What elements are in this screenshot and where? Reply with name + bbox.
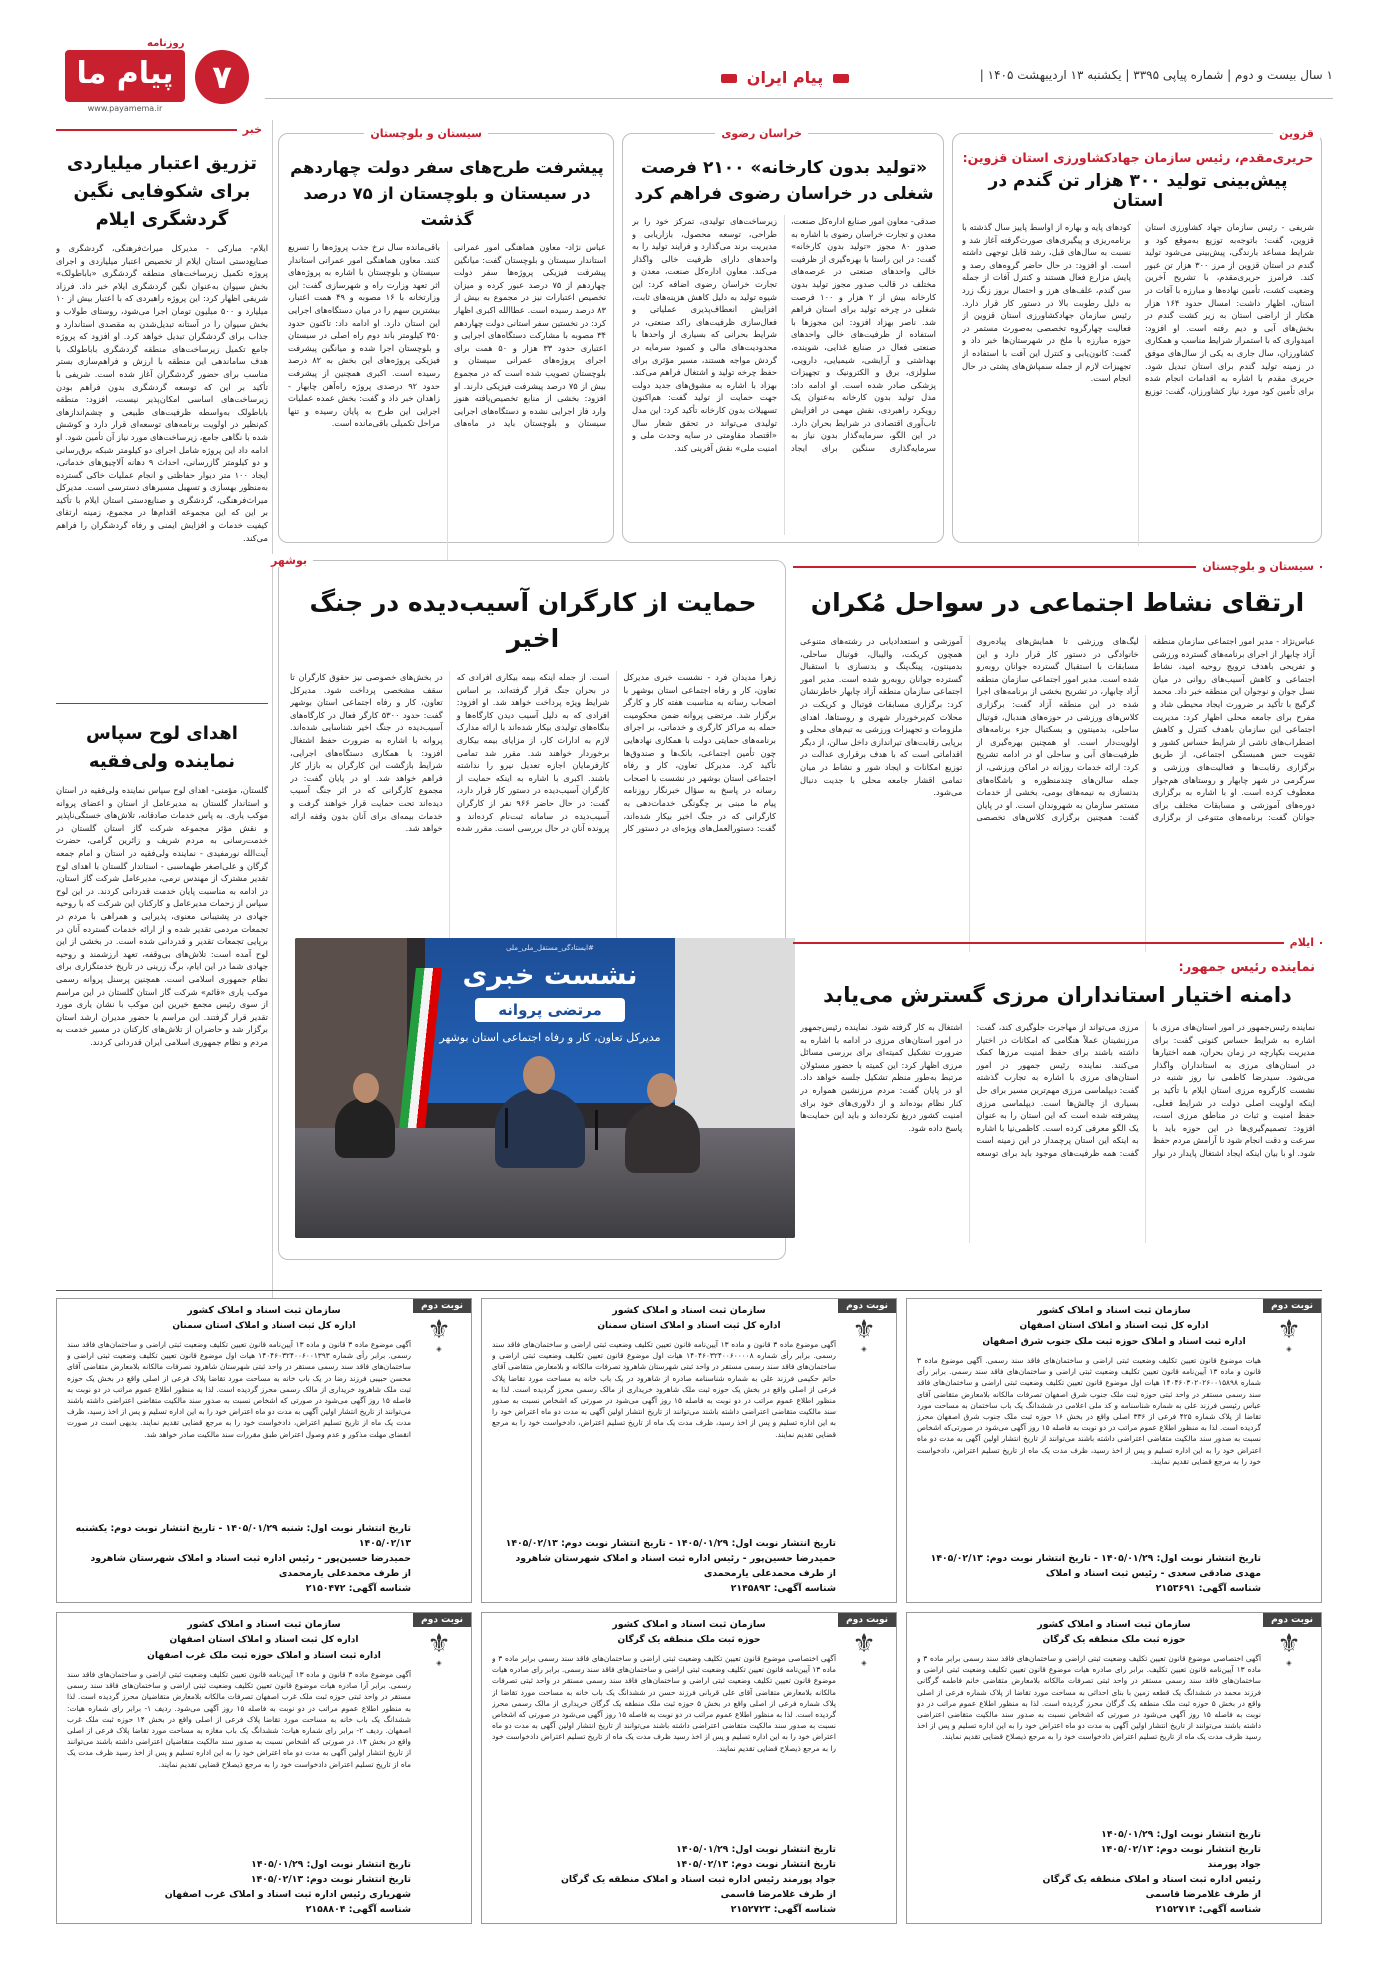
article-headline[interactable]: پیش‌بینی تولید ۳۰۰ هزار تن گندم در استان	[988, 171, 1288, 211]
notice-footer	[67, 1857, 411, 1917]
category-label: قزوین	[1273, 127, 1320, 140]
notice-footer-line: شهریاری رئیس اداره ثبت اسناد و املاک غرب اصفهان	[164, 1889, 411, 1900]
article-headline[interactable]: تزریق اعتبار میلیاردی برای شکوفایی نگین گردشگری ایلام	[66, 153, 258, 230]
banner-name: مرتضی پروانه	[475, 998, 625, 1022]
article-khorasan	[632, 155, 936, 535]
notice-organization: سازمان ثبت اسناد و املاک کشور	[612, 1619, 766, 1630]
microphone-icon	[595, 1110, 598, 1150]
legal-notice	[906, 1612, 1322, 1924]
notice-footer-line: تاریخ انتشار نوبت اول: ۱۴۰۵/۰۱/۲۹	[676, 1844, 836, 1855]
banner-title: نشست خبری	[462, 960, 638, 991]
press-conference-photo	[295, 938, 795, 1238]
notice-round-badge: نوبت دوم	[413, 1299, 471, 1313]
logo-subtitle: روزنامه	[147, 38, 185, 49]
article-body: شریفی - رئیس سازمان جهاد کشاورزی استان قزوین، گفت: باتوجه‌به توزیع به‌موقع کود و شرایط مساعد بارندگی، پیش‌بینی می‌شود تولید گندم در استان قزوین از مرز ۳۰۰ هزار تن عبور کند. فرامرز حریری‌مقدم، با تشریح آخرین وضعیت کشت، تأمین نهاده‌ها و مبارزه با آفات در استان، اظهار داشت: امسال حدود ۱۶۴ هزار هکتار از اراضی استان به زیر کشت گندم در بخش‌های آبی و دیم رفته است. او افزود: امیدواری که با استمرار شرایط مناسب و همکاری کشاورزان، سال جاری به یکی از سال‌های موفق در زمینه تولید گندم برای استان تبدیل شود. حریری مقدم با اشاره به اقدامات انجام شده برای تأمین کود مورد نیاز کشاورزان، گفت: توزیع کودهای پایه و بهاره از اواسط پاییز سال گذشته با برنامه‌ریزی و پیگیری‌های صورت‌گرفته آغاز شد و نسبت به سال‌های قبل، رشد قابل توجهی داشته است. او افزود: در حال حاضر گروه‌های رصد و پایش مزارع فعال هستند و کنترل آفات از جمله سن گندم، علف‌های هرز و احتمال بروز زنگ زرد به دلیل رطوبت بالا در دستور کار قرار دارد. رئیس سازمان جهادکشاورزی استان قزوین از فعالیت چهارگروه تخصصی به‌صورت مستمر در حوزه مبارزه با ملخ در شهرستان‌ها خبر داد و گفت: کانون‌یابی و کنترل این آفت با استفاده از تجهیزات لازم از جمله سمپاش‌های پشتی در حال انجام است.	[962, 222, 1314, 396]
site-url[interactable]: www.payamema.ir	[87, 104, 163, 113]
article-ilam-tourism	[56, 150, 268, 700]
article-body: عباس‌نژاد - مدیر امور اجتماعی سازمان منطقه آزاد چابهار از اجرای برنامه‌های گسترده ورزشی و تفریحی باهدف ترویج روحیه امید، نشاط اجتماعی و کاهش آسیب‌های روانی در میان نسل جوان و نوجوان این منطقه خبر داد. محمد گرگیج با تأکید بر ضرورت ایجاد محیطی شاد و مفرح برای جامعه محلی اظهار کرد: مدیریت اجتماعی این سازمان باهدف کنترل و کاهش اضطراب‌های ناشی از شرایط حساس کشور و تقویت حس همبستگی اجتماعی، از طریق برگزاری رقابت‌ها و فعالیت‌های ورزشی و سرگرمی در شهر چابهار و روستاهای هم‌جوار معطوف کرده است. او با اشاره به برگزاری دوره‌های آموزشی و مسابقات مختلف برای جوانان گفت: برنامه‌های متنوعی از برگزاری لیگ‌های ورزشی تا همایش‌های پیاده‌روی خانوادگی در دستور کار قرار دارد و این مسابقات با استقبال گسترده جوانان روبه‌رو شده است. مدیر امور اجتماعی سازمان منطقه آزاد چابهار، در تشریح بخشی از برنامه‌های اجرا شده در این منطقه آزاد گفت: برگزاری کلاس‌های ورزشی در حوزه‌های هندبال، فوتبال ساحلی، بدمینتون و بسکتبال جزء برنامه‌های اولویت‌دار است. او همچنین بهره‌گیری از ظرفیت‌های آبی و ساحلی او در ادامه تشریح کرد: ارائه خدمات روزانه در اماکن ورزشی، از جمله سالن‌های چندمنظوره و باشگاه‌های بدنسازی به نیمه‌های بومی، بخشی از خدمات مستمر سازمان به شهروندان است. او در پایان گفت: همچنین برگزاری کلاس‌های تخصصی آموزشی و استعدادیابی در رشته‌های متنوعی همچون کریکت، والیبال، فوتبال ساحلی، بدمینتون، پینگ‌پنگ و بدنسازی با استقبال گسترده جوانان روبه‌رو شده است. مدیر امور اجتماعی سازمان منطقه آزاد چابهار خاطرنشان کرد: برگزاری مسابقات فوتبال و کریکت در محلات کم‌برخوردار شهری و روستاها، اهدای ملزومات و تجهیزات ورزشی به تیم‌های محلی و برپایی رقابت‌های تیراندازی داخل سالن، از دیگر اقداماتی است که با هدف برقراری عدالت در توزیع امکانات و ایجاد شور و نشاط در میان تمامی اقشار جامعه محلی با جدیت دنبال می‌شود.	[800, 636, 1315, 823]
legal-notice	[906, 1298, 1322, 1603]
notice-body: آگهی موضوع ماده ۳ قانون و ماده ۱۳ آیین‌نامه قانون تعیین تکلیف وضعیت ثبتی اراضی و ساختمان‌های فاقد سند رسمی. برابر رأی شماره ۱۴۰۴۶۰۳۲۴۰۰۶۰۰۱۳۹۳ هیات اول موضوع قانون تعیین تکلیف وضعیت ثبتی اراضی و ساختمان‌های فاقد سند رسمی مستقر در واحد ثبتی شهرستان شاهرود تصرفات مالکانه بلامعارض متقاضی آقای محسن حبیبی فرزند رضا در یک باب خانه به مساحت مورد تقاضا پلاک فرعی از اصلی واقع در بخش یک حوزه ثبت ملک شاهرود خریداری از مالک رسمی محرز گردیده است. لذا به منظور اطلاع عموم مراتب در دو نوبت به فاصله ۱۵ روز آگهی می‌شود در صورتی که اشخاص نسبت به صدور سند مالکیت متقاضی اعتراضی داشته باشند می‌توانند از تاریخ انتشار اولین آگهی به مدت دو ماه اعتراض خود را به این اداره تسلیم و پس از اخذ رسید، ظرف مدت یک ماه از تاریخ تسلیم اعتراض، دادخواست خود را به مرجع قضایی تقدیم نمایند. بدیهی است در صورت انقضای مهلت مذکور و عدم وصول اعتراض طبق مقررات سند مالکیت صادر خواهد شد.	[67, 1340, 411, 1439]
page-number: ۷	[195, 50, 249, 104]
notice-footer	[917, 1827, 1261, 1917]
notice-footer-line: تاریخ انتشار نوبت دوم: ۱۴۰۵/۰۲/۱۳	[250, 1874, 411, 1885]
person-head	[523, 1056, 555, 1094]
notice-organization: سازمان ثبت اسناد و املاک کشور	[1037, 1619, 1191, 1630]
category-label: بوشهر	[265, 554, 313, 567]
person-icon	[495, 1088, 585, 1168]
category-label: سیستان و بلوچستان	[364, 127, 488, 140]
category-label: ایلام	[1284, 936, 1320, 949]
notice-footer-line: تاریخ انتشار نوبت اول: ۱۴۰۵/۰۱/۲۹	[251, 1859, 411, 1870]
notice-footer-line: جواد پورمند رئیس اداره ثبت اسناد و املاک منطقه یک گرگان	[561, 1874, 836, 1885]
legal-notice	[481, 1298, 897, 1603]
notice-footer-line: تاریخ انتشار نوبت اول: ۱۴۰۵/۰۱/۲۹	[1101, 1829, 1261, 1840]
section-title: پیام ایران	[595, 68, 975, 90]
notice-footer-line: تاریخ انتشار نوبت اول: شنبه ۱۴۰۵/۰۱/۲۹ - تاریخ انتشار نوبت دوم: یکشنبه ۱۴۰۵/۰۲/۱۳	[75, 1523, 411, 1549]
notice-footer-line: از طرف محمدعلی یارمحمدی	[278, 1568, 411, 1579]
article-body: گلستان، مؤمنی- اهدای لوح سپاس نماینده ولی‌فقیه در استان و استاندار گلستان به مدیرعامل از استان و اعضای پروانه موکب یاری. به پاس خدمات صادقانه، تلاش‌های خستگی‌ناپذیر و نقش مؤثر مجموعه شرکت گاز استان گلستان در خدمت‌رسانی به مردم شریف و زائرین گرامی، حضرت آیت‌الله نورمفیدی - نماینده ولی‌فقیه در استان و امام جمعه گرگان و علی‌اصغر طهماسبی - استاندار گلستان با اهدای لوح تقدیر مشترک از مهندس نرمی، مدیرعامل شرکت گاز استان، در ادامه به مناسبت پایان خدمت قدردانی کردند. در این لوح سپاس از زحمات مدیرعامل و کارکنان این شرکت که با روحیه جهادی در پشتیبانی معنوی، پذیرایی و همراهی با مردم در تجمعات مردمی تقدیر شده و از ارائه خدمات گسترده آنان در برپایی تجمعات تقدیر و قدردانی شده است. در بخشی از این لوح آمده است: تلاش‌های بی‌وقفه، تعهد ارزشمند و روحیه جهادی شما در این ایام، برگ زرینی در تاریخ خدمتگزاری برای نظام جمهوری اسلامی است. همچنین پرسنل پروانه رسمی موکب یاری «قائم» شرکت گاز استان گلستان در این مراسم از سوی رئیس مجمع خیرین این موکب با نشان یاری مورد تقدیر قرار گرفتند. این مراسم با حضور مدیران ارشد استان برگزار شد و حاضران از تلاش‌های کارکنان در مسیر خدمت به مردم و نظام جمهوری اسلامی ایران قدردانی کردند.	[56, 785, 268, 1047]
notice-body: آگهی اختصاصی موضوع قانون تعیین تکلیف وضعیت ثبتی اراضی و ساختمان‌های فاقد سند رسمی برابر ماده ۳ و ماده ۱۳ آیین‌نامه قانون تعیین تکلیف وضعیت ثبتی اراضی و ساختمان‌های فاقد سند رسمی. برابر رای صادره هیات موضوع قانون تعیین تکلیف وضعیت ثبتی اراضی و ساختمان‌های فاقد سند رسمی مستقر در واحد ثبتی تصرفات مالکانه بلامعارض متقاضی آقای علی قربانی فرزند حسن در ششدانگ یک باب خانه به مساحت مورد تقاضا از پلاک شماره فرعی از اصلی واقع در بخش ۵ حوزه ثبت ملک منطقه یک گرگان خریداری از مالک رسمی محرز گردیده است. لذا به منظور اطلاع عموم مراتب در دو نوبت به فاصله ۱۵ روز آگهی می‌شود در صورتی که اشخاص نسبت به صدور سند مالکیت متقاضی اعتراضی داشته باشند می‌توانند از تاریخ انتشار اولین آگهی به مدت دو ماه اعتراض خود را به این اداره تسلیم و پس از اخذ رسید ظرف مدت یک ماه از تاریخ تسلیم اعتراض دادخواست خود را به مرجع ذیصلاح قضایی تقدیم نمایند.	[492, 1654, 836, 1753]
notice-body: آگهی اختصاصی موضوع قانون تعیین تکلیف وضعیت ثبتی اراضی و ساختمان‌های فاقد سند رسمی برابر ماده ۳ و ماده ۱۳ آیین‌نامه قانون تعیین تکلیف. برابر رای صادره هیات موضوع قانون تعیین تکلیف وضعیت ثبتی اراضی و ساختمان‌های فاقد سند رسمی مستقر در واحد ثبتی تصرفات مالکانه بلامعارض متقاضی خانم فاطمه گرگانی فرزند محمد در ششدانگ یک قطعه زمین با بنای احداثی به مساحت مورد تقاضا از پلاک شماره فرعی از اصلی واقع در بخش ۵ حوزه ثبت ملک منطقه یک گرگان محرز گردیده است. لذا به منظور اطلاع عموم مراتب در دو نوبت به فاصله ۱۵ روز آگهی می‌شود در صورتی که اشخاص نسبت به صدور سند مالکیت متقاضی اعتراضی داشته باشند می‌توانند از تاریخ انتشار اولین آگهی به مدت دو ماه اعتراض خود را به این اداره تسلیم و پس از اخذ رسید ظرف مدت یک ماه از تاریخ تسلیم اعتراض دادخواست خود را به مرجع ذیصلاح قضایی تقدیم نمایند.	[917, 1654, 1261, 1742]
article-body: صدقی- معاون امور صنایع اداره‌کل صنعت، معدن و تجارت خراسان رضوی با اشاره به صدور ۸۰ مجوز «تولید بدون کارخانه» گفت: در این راستا با بهره‌گیری از ظرفیت خالی واحدهای صنعتی در عرصه‌های مختلف در قالب صدور مجوز تولید بدون کارخانه بیش از ۲ هزار و ۱۰۰ فرصت شغلی در چرخه تولید برای استان فراهم شد. ناصر بهزاد افزود: این مجوزها با استفاده از ظرفیت‌های خالی واحدهای صنعتی فعال در صنایع غذایی، شوینده، بهداشتی و آرایشی، شیمیایی، دارویی، سلولزی، برق و الکترونیک و تجهیزات پزشکی صادر شده است. او ادامه داد: مدل تولید بدون کارخانه به‌عنوان یک رویکرد راهبردی، نقش مهمی در افزایش تاب‌آوری اقتصادی در شرایط بحران دارد. در این الگو، سرمایه‌گذار بدون نیاز به سرمایه‌گذاری سنگین برای ایجاد زیرساخت‌های تولیدی، تمرکز خود را بر طراحی، توسعه محصول، بازاریابی و مدیریت برند می‌گذارد و فرایند تولید را به واحدهای دارای ظرفیت خالی واگذار می‌کند. معاون اداره‌کل صنعت، معدن و تجارت خراسان رضوی اضافه کرد: این شیوه تولید به دلیل کاهش هزینه‌های ثابت، افزایش انعطاف‌پذیری عملیاتی و فعال‌سازی ظرفیت‌های راکد صنعتی، در شرایط بحرانی که بسیاری از واحدها با محدودیت‌های مالی و کمبود سرمایه در گردش مواجه هستند، مسیر مؤثری برای حفظ چرخه تولید و اشتغال فراهم می‌کند. بهزاد با اشاره به مشوق‌های جدید دولت جهت حمایت از تولید گفت: هم‌اکنون تسهیلات بدون کارخانه تأکید کرد: این مدل تولیدی می‌تواند در تحقق شعار سال «اقتصاد مقاومتی در سایه وحدت ملی و امنیت ملی» نقش آفرینی کند.	[632, 216, 936, 453]
notice-department: اداره کل ثبت اسناد و املاک استان اصفهان	[1019, 1321, 1209, 1331]
notice-footer-line: از طرف محمدعلی یارمحمدی	[703, 1568, 836, 1579]
notice-footer	[67, 1521, 411, 1596]
banner-hashtag: #ایستادگی_مستقل_ملی_ملی	[506, 944, 594, 952]
notice-round-badge: نوبت دوم	[838, 1299, 896, 1313]
legal-notice	[481, 1612, 897, 1924]
article-ilam-border	[800, 960, 1315, 1243]
person-icon	[625, 1103, 700, 1173]
notice-footer-line: حمیدرضا حسین‌پور - رئیس اداره ثبت اسناد و املاک شهرستان شاهرود	[90, 1553, 411, 1564]
notice-organization: سازمان ثبت اسناد و املاک کشور	[612, 1305, 766, 1316]
article-headline[interactable]: ارتقای نشاط اجتماعی در سواحل مُکران	[810, 588, 1305, 617]
article-kicker: حریری‌مقدم، رئیس سازمان جهادکشاورزی استان قزوین:	[962, 150, 1314, 165]
notice-department: اداره کل ثبت اسناد و املاک استان اصفهان	[169, 1635, 359, 1645]
article-body: زهرا مدیدان فرد - نشست خبری مدیرکل تعاون، کار و رفاه اجتماعی استان بوشهر با اصحاب رسانه به مناسبت هفته کار و کارگر برگزار شد. مرتضی پروانه ضمن محکومیت حمله به مراکز کارگری و خدماتی، بر اجرای برنامه‌های حمایتی دولت با همکاری نهادهایی چون تأمین اجتماعی، بانک‌ها و صندوق‌ها تأکید کرد. مدیرکل تعاون، کار و رفاه اجتماعی استان بوشهر در نشست با اصحاب رسانه در پاسخ به سؤال خبرنگار روزنامه پیام ما مبنی بر چگونگی خدمات‌دهی به کارگرانی که در جنگ اخیر بیکار شده‌اند، گفت: دستورالعمل‌های ویژه‌ای در دستور کار است. از جمله اینکه بیمه بیکاری افرادی که در بحران جنگ قرار گرفته‌اند، بر اساس شرایط ویژه پرداخت خواهد شد. او افزود: افرادی که به دلیل آسیب دیدن کارگاه‌ها و بنگاه‌های تولیدی بیکار شده‌اند با ارائه مدارک لازم به ادارات کار، از مزایای بیمه بیکاری برخوردار خواهند شد. مقرر شد تمامی کارفرمایان اجازه تعدیل نیرو را نداشته باشند. اکبری با اشاره به اینکه حمایت از کارگران آسیب‌دیده در دستور کار قرار دارد، گفت: در حال حاضر ۹۶۶ نفر از کارگران آسیب‌دیده در سامانه ثبت‌نام کرده‌اند و پرونده آنان در حال بررسی است. مقرر شده در بخش‌های خصوصی نیز حقوق کارگران تا سقف مشخصی پرداخت شود. مدیرکل تعاون، کار و رفاه اجتماعی استان بوشهر گفت: حدود ۵۳۰۰ کارگر فعال در کارگاه‌های آسیب‌دیده در جنگ اخیر شناسایی شده‌اند. پروانه با اشاره به ضرورت حفظ اشتغال افزود: با همکاری دستگاه‌های اجرایی، شرایط بازگشت این کارگران به بازار کار فراهم خواهد شد. او در پایان گفت: در مجموع کارگرانی که در اثر جنگ آسیب دیده‌اند تحت حمایت قرار خواهند گرفت و خدمات بیمه‌ای برای آنان بدون وقفه ارائه خواهد شد.	[290, 672, 776, 834]
notice-organization: سازمان ثبت اسناد و املاک کشور	[187, 1305, 341, 1316]
article-headline[interactable]: دامنه اختیار استانداران مرزی گسترش می‌یابد	[823, 983, 1292, 1007]
category-label: خبر	[237, 123, 268, 136]
notice-department: حوزه ثبت ملک منطقه یک گرگان	[617, 1635, 761, 1645]
emblem-icon: ⚜ ◈	[427, 1315, 451, 1353]
article-kicker: نماینده رئیس جمهور:	[1178, 960, 1315, 975]
article-headline[interactable]: اهدای لوح سپاس نماینده ولی‌فقیه	[86, 723, 238, 772]
notice-footer-line: حمیدرضا حسین‌پور - رئیس اداره ثبت اسناد و املاک شهرستان شاهرود	[515, 1553, 836, 1564]
ads-divider	[56, 1290, 1322, 1291]
emblem-icon: ⚜ ◈	[852, 1315, 876, 1353]
article-lowh-sepas	[56, 720, 268, 1294]
notice-department: اداره کل ثبت اسناد و املاک استان سمنان	[597, 1321, 781, 1331]
notice-footer-line: مهدی صادقی سعدی - رئیس ثبت اسناد و املاک	[1045, 1568, 1261, 1579]
article-body: عباس نژاد- معاون هماهنگی امور عمرانی استاندار سیستان و بلوچستان گفت: میانگین پیشرفت فیزیکی پروژه‌ها سفر دولت چهاردهم از ۷۵ درصد عبور کرده و میزان تخصیص اعتبارات نیز در مجموع به بیش از ۸۳ درصد رسیده است. عطاالله اکبری اظهار کرد: در نخستین سفر استانی دولت چهاردهم ۳۴ مصوبه با مشارکت دستگاه‌های اجرایی و اعتباری حدود ۳۳ هزار و ۵۰ همت برای اجرای پروژه‌های عمرانی سیستان و بلوچستان تصویب شده است که در مجموع بیش از ۷۵ درصد پیشرفت فیزیکی دارند. او افزود: بخشی از منابع تخصیص‌یافته هنوز وارد فاز اجرایی نشده و دستگاه‌های اجرایی سیستان و بلوچستان باید در ماه‌های باقی‌مانده سال نرخ جذب پروژه‌ها را تسریع کنند. معاون هماهنگی امور عمرانی استاندار سیستان و بلوچستان با اشاره به پروژه‌های اثر تعهد وزارت راه و شهرسازی گفت: این وزارتخانه با ۱۶ مصوبه و ۴۹ همت اعتبار، بیشترین سهم را در میان دستگاه‌های اجرایی این استان دارد. او ادامه داد: تاکنون حدود ۳۵۰ کیلومتر باند دوم راه اصلی در سیستان و بلوچستان اجرا شده و میانگین پیشرفت فیزیکی پروژه‌های این بخش به ۸۲ درصد رسیده است. اکبری همچنین از پیشرفت حدود ۹۲ درصدی پروژه راه‌آهن چابهار - زاهدان خبر داد و گفت: بخش عمده عملیات اجرایی این طرح به پایان رسیده و تنها مراحل تکمیلی باقی‌مانده است.	[288, 242, 606, 429]
notice-footer-line: تاریخ انتشار نوبت دوم: ۱۴۰۵/۰۲/۱۳	[675, 1859, 836, 1870]
notice-body: آگهی موضوع ماده ۳ قانون و ماده ۱۳ آیین‌نامه قانون تعیین تکلیف وضعیت ثبتی اراضی و ساختمان‌های فاقد سند رسمی. برابر رأی شماره ۱۴۰۴۶۰۳۲۴۰۰۶۰۰۰۰۸ هیات اول موضوع قانون تعیین تکلیف وضعیت ثبتی اراضی و ساختمان‌های فاقد سند رسمی مستقر در واحد ثبتی شهرستان شاهرود تصرفات مالکانه و بلامعارض متقاضی آقای حاتم حکیمی فرزند علی به شماره شناسنامه صادره از شاهرود در یک باب خانه به مساحت مورد تقاضا پلاک فرعی از اصلی واقع در بخش یک حوزه ثبت ملک شاهرود خریداری از مالک رسمی محرز گردیده است. لذا به منظور اطلاع عموم مراتب در دو نوبت به فاصله ۱۵ روز آگهی می‌شود در صورتی که اشخاص نسبت به صدور سند مالکیت متقاضی اعتراضی داشته باشند می‌توانند از تاریخ انتشار اولین آگهی به مدت دو ماه اعتراض خود را به این اداره تسلیم و پس از اخذ رسید، ظرف مدت یک ماه از تاریخ تسلیم اعتراض، دادخواست خود را به مرجع قضایی تقدیم نمایند.	[492, 1340, 836, 1439]
article-qazvin	[962, 150, 1314, 546]
section-rule	[793, 942, 1322, 944]
notice-footer	[492, 1842, 836, 1917]
notice-footer-line: تاریخ انتشار نوبت دوم: ۱۴۰۵/۰۲/۱۳	[1100, 1844, 1261, 1855]
legal-notice	[56, 1298, 472, 1603]
notice-footer-line: از طرف غلامرضا قاسمی	[720, 1889, 836, 1900]
notice-body: آگهی موضوع ماده ۳ قانون و ماده ۱۳ آیین‌نامه قانون تعیین تکلیف وضعیت ثبتی اراضی و ساختمان‌های فاقد سند رسمی. برابر آرا صادره هیات موضوع قانون تعیین تکلیف وضعیت ثبتی اراضی و ساختمان‌های فاقد سند رسمی مستقر در واحد ثبتی حوزه ثبت ملک غرب اصفهان تصرفات مالکانه بلامعارض متقاضیان محرز گردیده است. لذا به منظور اطلاع عموم مراتب در دو نوبت به فاصله ۱۵ روز آگهی می‌شود. ردیف ۱- برابر رای شماره هیات: ششدانگ یک باب خانه به مساحت مورد تقاضا پلاک فرعی از اصلی واقع در بخش ۱۴ حوزه ثبت ملک غرب اصفهان. ردیف ۲- برابر رای شماره هیات: ششدانگ یک باب مغازه به مساحت مورد تقاضا پلاک فرعی از اصلی واقع در بخش ۱۴. در صورتی که اشخاص نسبت به صدور سند مالکیت متقاضیان اعتراضی داشته باشند می‌توانند از تاریخ انتشار اولین آگهی به مدت دو ماه اعتراض خود را به این اداره تسلیم و پس از اخذ رسید ظرف مدت یک ماه از تاریخ تسلیم اعتراض دادخواست خود را به مرجع ذیصلاح قضایی تقدیم نمایند.	[67, 1670, 411, 1769]
article-sistan-2	[800, 585, 1315, 952]
emblem-icon: ⚜ ◈	[852, 1629, 876, 1667]
notice-footer-line: شناسه آگهی: ۲۱۵۳۶۹۱	[1155, 1583, 1261, 1594]
emblem-icon: ⚜ ◈	[427, 1629, 451, 1667]
notice-footer-line: از طرف غلامرضا قاسمی	[1145, 1889, 1261, 1900]
photo-background	[675, 938, 795, 1138]
notice-round-badge: نوبت دوم	[413, 1613, 471, 1627]
spacer	[793, 920, 1322, 921]
notice-organization: سازمان ثبت اسناد و املاک کشور	[1037, 1305, 1191, 1316]
category-label: سیستان و بلوچستان	[1196, 560, 1320, 573]
article-sistan-1	[288, 155, 606, 561]
notice-footer	[917, 1551, 1261, 1596]
notice-footer-line: شناسه آگهی: ۲۱۴۵۸۹۳	[730, 1583, 836, 1594]
masthead	[65, 38, 1333, 115]
notice-footer-line: تاریخ انتشار نوبت اول: ۱۴۰۵/۰۱/۲۹ - تاریخ انتشار نوبت دوم: ۱۴۰۵/۰۲/۱۳	[505, 1538, 836, 1549]
article-body: ایلام- مبارکی - مدیرکل میراث‌فرهنگی، گردشگری و صنایع‌دستی استان ایلام از تخصیص اعتبار میلیاردی و اجرای پروژه تکمیل زیرساخت‌های منطقه گردشگری «باباطولک» بخش سیوان به‌عنوان نگین گردشگری ایلام خبر داد. فرزاد شریفی اظهار کرد: این پروژه راهبردی که با اعتبار بیش از ۱۰ میلیارد و ۵۰۰ میلیون تومان اجرا می‌شود، روستای طولاب و بخش سیوان را در آستانه تبدیل‌شدن به مقصدی استاندارد و جذاب برای گردشگران تبدیل خواهد کرد. او افزود که پروژه جامع تکمیل زیرساخت‌های منطقه گردشگری باباطولک با هدف ساماندهی این منطقه با ارزش و فراهم‌سازی بستر مناسب برای حضور گردشگران آغاز شده است. شریفی با تأکید بر این که توسعه گردشگری بدون فراهم بودن زیرساخت‌های اساسی امکان‌پذیر نیست، افزود: منطقه باباطولک به‌واسطه ظرفیت‌های طبیعی و چشم‌اندازهای کم‌نظیر در اولویت برنامه‌های توسعه‌ای قرار دارد و کوشش شده با نگاهی جامع، زیرساخت‌های مورد نیاز آن تأمین شود. او ادامه داد این پروژه شامل اجرای دو کیلومتر شبکه برق‌رسانی و دو کیلومتر گازرسانی، احداث ۹ دهانه آلاچیق‌های خدماتی، ایجاد ۱۰۰ متر دیوار حفاظتی و انجام عملیات خاکی گسترده به‌منظور بهسازی و تسهیل مسیرهای دسترسی است. مدیرکل میراث‌فرهنگی، گردشگری و صنایع‌دستی استان ایلام با تأکید بر این که این مجموعه اقدام‌ها در مجموع، زمینه ارتقای کیفیت خدمات و افزایش ایمنی و رفاه گردشگران را فراهم می‌کند.	[56, 243, 268, 543]
article-headline[interactable]: حمایت از کارگران آسیب‌دیده در جنگ اخیر	[309, 588, 757, 653]
notice-subdepartment: اداره ثبت اسناد و املاک حوزه ثبت ملک جنوب شرق اصفهان	[982, 1337, 1246, 1347]
article-headline[interactable]: پیشرفت طرح‌های سفر دولت چهاردهم در سیستان و بلوچستان از ۷۵ درصد گذشت	[290, 158, 604, 229]
divider	[56, 703, 268, 704]
notice-round-badge: نوبت دوم	[1263, 1613, 1321, 1627]
notice-footer-line: رئیس اداره ثبت اسناد و املاک منطقه یک گرگان	[1042, 1874, 1261, 1885]
emblem-icon: ⚜ ◈	[1277, 1629, 1301, 1667]
column-divider	[272, 120, 273, 1300]
notice-department: اداره کل ثبت اسناد و املاک استان سمنان	[172, 1321, 356, 1331]
section-marker-icon	[833, 74, 849, 83]
notice-footer-line: جواد پورمند	[1207, 1859, 1261, 1870]
notice-round-badge: نوبت دوم	[838, 1613, 896, 1627]
notice-footer	[492, 1536, 836, 1596]
notice-round-badge: نوبت دوم	[1263, 1299, 1321, 1313]
article-body: نماینده رئیس‌جمهور در امور استان‌های مرزی با اشاره به شرایط حساس کنونی گفت: برای مدیریت بکپارچه در زمان بحران، همه اختیارها در استان‌های مرزی به استانداران واگذار می‌شود. سیدرضا کاظمی نیا روز شنبه در نشست کارگروه مرزی استان ایلام با تأکید بر اینکه اولویت اصلی دولت در شرایط فعلی، حفظ امنیت و ثبات در مناطق مرزی است، افزود: تصمیم‌گیری‌ها در این حوزه باید با سرعت و دقت انجام شود تا آرامش مردم حفظ شود. او با بیان اینکه ایجاد اشتغال پایدار در نوار مرزی می‌تواند از مهاجرت جلوگیری کند، گفت: مرزنشینان عملاً هنگامی که امکانات در اختیار داشته باشند برای حفظ امنیت مرزها کمک می‌کنند. نماینده رئیس جمهور در امور استان‌های مرزی با اشاره به تجارب گذشته گفت: دیپلماسی مرزی مهم‌ترین مسیر برای حل بسیاری از چالش‌ها است. دیپلماسی مرزی پیشرفته شده است که این استان را به عنوان یک الگو معرفی کرده است. کاظمی‌نیا با اشاره به اینکه این استان پرچمدار در این زمینه است گفت: همه ظرفیت‌های موجود باید برای توسعه اشتغال به کار گرفته شود. نماینده رئیس‌جمهور در امور استان‌های مرزی در ادامه با اشاره به ضرورت تشکیل کمیته‌ای برای بررسی مسائل مرزی اظهار کرد: این کمیته با حضور مسئولان مرتبط به‌طور منظم تشکیل جلسه خواهد داد. او در پایان گفت: مردم مرزنشین همواره در کنار نظام بوده‌اند و از دلاوری‌های خود برای امنیت کشور دریغ نکرده‌اند و باید این حمایت‌ها پاسخ داده شود.	[800, 1022, 1315, 1158]
article-bushehr	[290, 585, 776, 961]
section-marker-icon	[721, 74, 737, 83]
notice-subdepartment: اداره ثبت اسناد و املاک حوزه ثبت ملک غرب اصفهان	[147, 1651, 381, 1661]
newspaper-logo[interactable]: پیام ما	[65, 50, 185, 102]
notice-footer-line: شناسه آگهی: ۲۱۵۲۷۱۴	[1155, 1904, 1261, 1915]
category-label: خراسان رضوی	[715, 127, 808, 140]
notice-department: حوزه ثبت ملک منطقه یک گرگان	[1042, 1635, 1186, 1645]
notice-footer-line: شناسه آگهی: ۲۱۵۲۷۲۳	[730, 1904, 836, 1915]
emblem-icon: ⚜ ◈	[1277, 1315, 1301, 1353]
banner-description: مدیرکل تعاون، کار و رفاه اجتماعی استان بوشهر	[439, 1031, 661, 1044]
masthead-rule	[265, 98, 1333, 99]
notice-footer-line: تاریخ انتشار نوبت اول: ۱۴۰۵/۰۱/۲۹ - تاریخ انتشار نوبت دوم: ۱۴۰۵/۰۲/۱۳	[930, 1553, 1261, 1564]
notice-organization: سازمان ثبت اسناد و املاک کشور	[187, 1619, 341, 1630]
issue-info: ۱ سال بیست و دوم | شماره پیاپی ۳۳۹۵ | یکشنبه ۱۳ اردیبهشت ۱۴۰۵ |	[979, 68, 1333, 82]
legal-notice	[56, 1612, 472, 1924]
person-head	[647, 1073, 677, 1107]
notice-footer-line: شناسه آگهی: ۲۱۵۸۸۰۴	[305, 1904, 411, 1915]
notice-footer-line: شناسه آگهی: ۲۱۵۰۴۷۲	[305, 1583, 411, 1594]
microphone-icon	[505, 1108, 508, 1148]
person-head	[353, 1073, 379, 1103]
article-headline[interactable]: «تولید بدون کارخانه» ۲۱۰۰ فرصت شغلی در خراسان رضوی فراهم کرد	[634, 158, 934, 204]
person-icon	[335, 1098, 395, 1158]
notice-body: هیات موضوع قانون تعیین تکلیف وضعیت ثبتی اراضی و ساختمان‌های فاقد سند رسمی. آگهی موضوع ماده ۳ قانون و ماده ۱۳ آیین‌نامه قانون تعیین تکلیف وضعیت ثبتی اراضی و ساختمان‌های فاقد سند رسمی. برابر رأی شماره ۱۴۰۴۶۰۳۰۲۰۲۶۰۰۱۵۸۹۸ هیات اول موضوع قانون تعیین تکلیف وضعیت ثبتی اراضی و ساختمان‌های فاقد سند رسمی مستقر در واحد ثبتی حوزه ثبت ملک جنوب شرق اصفهان تصرفات مالکانه بلامعارض متقاضی آقای عباس رئیسی فرزند علی به شماره شناسنامه و کد ملی اعلامی در ششدانگ یک باب ساختمان به مساحت مورد تقاضا از پلاک شماره ۴۲۵ فرعی از ۳۳۶ اصلی واقع در بخش ۱۶ حوزه ثبت ملک جنوب شرق اصفهان محرز گردیده است. لذا به منظور اطلاع عموم مراتب در دو نوبت به فاصله ۱۵ روز آگهی می‌شود در صورتی‌که اشخاص نسبت به صدور سند مالکیت متقاضی اعتراضی داشته باشند می‌توانند از تاریخ انتشار اولین آگهی به مدت دو ماه اعتراض خود را به این اداره تسلیم و پس از اخذ رسید، ظرف مدت یک ماه از تاریخ تسلیم اعتراض، دادخواست خود را به مرجع قضایی تقدیم نمایند.	[917, 1356, 1261, 1466]
